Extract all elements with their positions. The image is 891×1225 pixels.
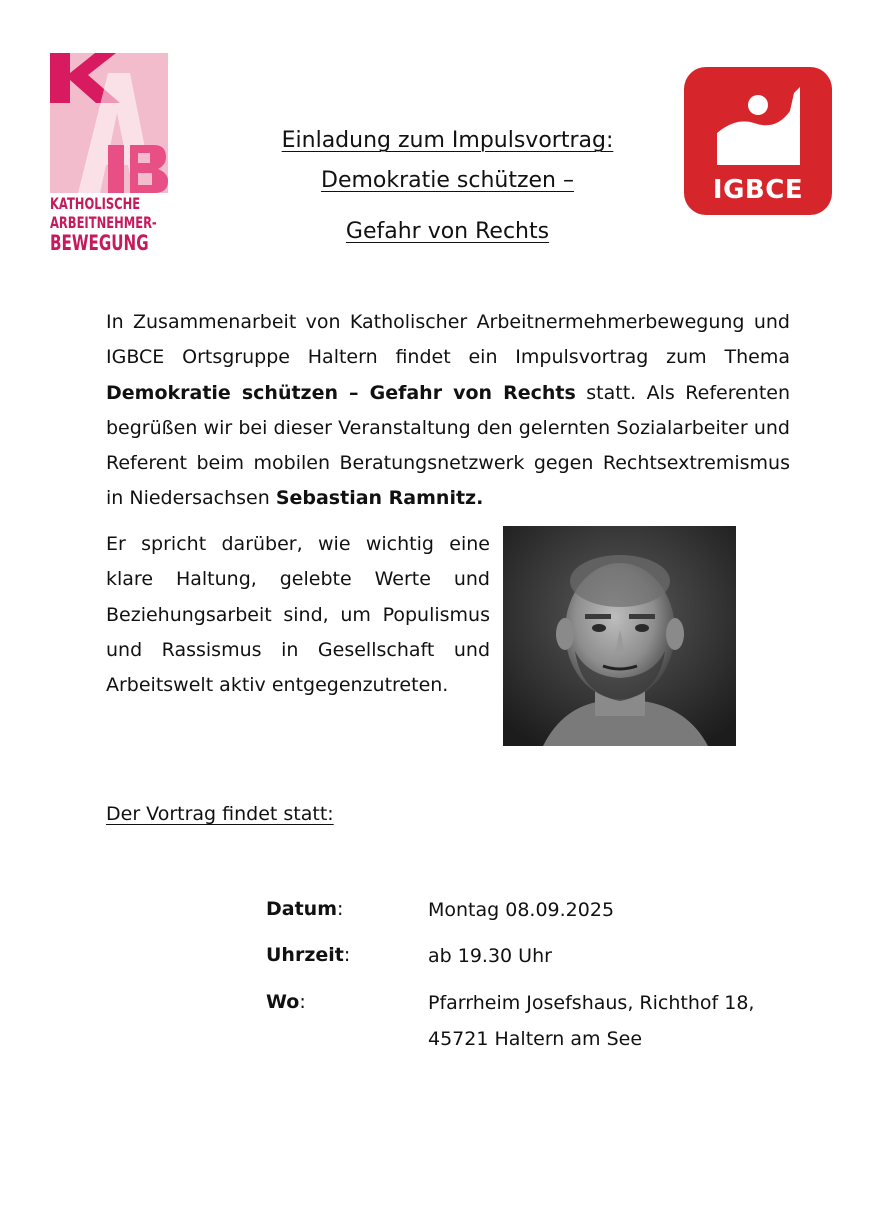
colon: : [299, 991, 306, 1013]
speaker-photo [503, 526, 736, 746]
place-line-1: Pfarrheim Josefshaus, Richthof 18, [428, 992, 755, 1014]
details-heading: Der Vortrag findet statt: [106, 803, 334, 825]
title-line-2: Demokratie schützen – [321, 168, 574, 193]
colon: : [343, 944, 351, 966]
time-label-text: Uhrzeit [266, 944, 344, 966]
kab-logo-line: KATHOLISCHE [50, 194, 141, 213]
intro-paragraph [106, 305, 790, 517]
intro-text: In Zusammenarbeit von Katholischer Arbeitnermehmerbewegung und IGBCE Ortsgruppe Haltern findet ein Impulsvortrag zum Thema [106, 311, 790, 369]
place-line-2: 45721 Haltern am See [428, 1028, 643, 1050]
place-value [428, 985, 754, 1057]
kab-logo-graphic [50, 53, 170, 193]
kab-logo-line: ARBEITNEHMER- [50, 213, 157, 232]
body-paragraph: Er spricht darüber, wie wichtig eine klare Haltung, gelebte Werte und Beziehungsarbeit sind, um Populismus und Rassismus in Gesellschaft und Arbeitswelt aktiv entgegenzutreten. [106, 533, 490, 697]
speaker-name: Sebastian Ramnitz. [275, 487, 484, 510]
kab-logo-text [50, 194, 172, 255]
date-value: Montag 08.09.2025 [428, 899, 615, 921]
date-label [266, 898, 343, 920]
igbce-label: IGBCE [712, 175, 804, 205]
time-value: ab 19.30 Uhr [428, 945, 552, 967]
colon: : [337, 898, 344, 920]
intro-text: statt. Als Referenten begrüßen wir bei dieser Veranstaltung den gelernten Sozialarbeiter und Referent beim mobilen Beratungsnetzwerk gegen Rechtsextremismus in Niedersachsen [106, 381, 790, 510]
speaker-portrait [503, 526, 736, 746]
title-line-3: Gefahr von Rechts [345, 219, 550, 244]
date-label-text: Datum [266, 898, 337, 920]
place-label-text: Wo [266, 991, 300, 1013]
igbce-logo [684, 67, 832, 215]
time-label [266, 944, 350, 966]
place-label [266, 991, 306, 1013]
intro-topic: Demokratie schützen – Gefahr von Rechts [106, 381, 576, 404]
title-line-1: Einladung zum Impulsvortrag: [281, 128, 614, 153]
kab-logo-line: BEWEGUNG [50, 231, 149, 255]
